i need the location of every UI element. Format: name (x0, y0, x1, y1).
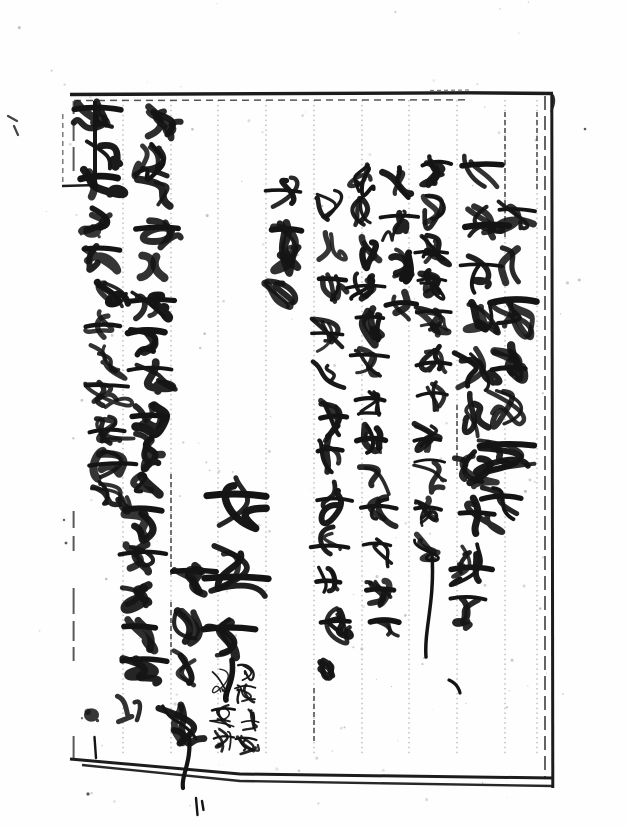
calligraphy (74, 102, 537, 789)
ink-dot (584, 128, 587, 131)
ink-tick (95, 737, 97, 758)
ink-dot (63, 519, 65, 521)
calligraphy-column-address2-line2 (311, 191, 352, 679)
ink-tick (202, 801, 204, 810)
frame-top-line (70, 93, 553, 95)
frame-top-inner-line (74, 100, 470, 101)
calligraphy-column-name (203, 478, 268, 700)
calligraphy-column-status (381, 168, 419, 320)
ink-tick (196, 798, 198, 815)
ink-comma (449, 680, 460, 693)
frame-top-fleck (430, 90, 472, 91)
frame-bottom-line (70, 759, 553, 778)
margin-mark (8, 116, 18, 135)
calligraphy-column-annotation-left-2 (74, 102, 136, 513)
calligraphy-column-address1-line2 (414, 156, 451, 657)
ink-blob (81, 708, 99, 722)
frame-right-outer-line (552, 94, 553, 788)
ink-dot (65, 542, 68, 545)
ink-dot (86, 792, 89, 795)
calligraphy-column-occupation (265, 178, 301, 308)
calligraphy-column-name-note-1 (235, 665, 259, 754)
stroke-tail (426, 555, 433, 657)
calligraphy-column-age (159, 566, 217, 788)
